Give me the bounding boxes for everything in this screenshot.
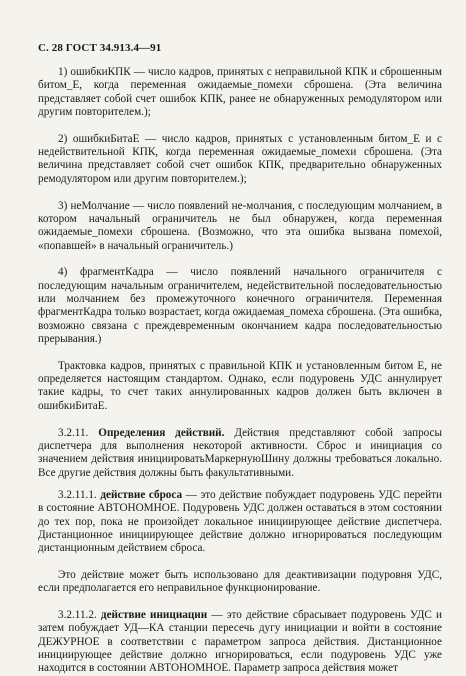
paragraph-item-3: 3) неМолчание — число появлений не-молчания, с последующим молчанием, в котором начальный ограничитель не был обнаружен, когда переменная ожидаемые_помехи сброшена. (Возможно, что эта ошибка вызвана помехой, «попавшей» в начальный ограничитель.) [38,199,442,252]
paragraph-item-1: 1) ошибкиКПК — число кадров, принятых с неправильной КПК и сброшенным битом_E, когда переменная ожидаемые_помехи сброшена. (Эта величина представляет собой счет ошибок КПК, ранее не обнаруженных ремодулятором или другим повторителем.); [38,66,442,119]
section-text: — это действие побуждает подуровень УДС перейти в состояние АВТОНОМНОЕ. Подуровень УДС должен оставаться в этом состоянии до тех пор, пока не произойдет локальное инициирующее действие диспетчера. Дистанционное инициирующее действие должно игнорироваться последующим дистанционным действием сброса. [38,488,442,555]
paragraph-item-4: 4) фрагментКадра — число появлений начального ограничителя с последующим начальным ограничителем, недействительной последовательностью или молчанием без промежуточного конечного ограничителя. Переменная фрагментКадра только возрастает, когда ожидаемая_помеха сброшена. (Эта ошибка, возможно связана с преждевременным окончанием кадра последовательностью прерывания.) [38,266,442,346]
section-3-2-11-1 [38,489,442,556]
section-text: Действия представляют собой запросы диспетчера для выполнения некоторой активности. Сброс и инициация со значением действия инициироватьМаркернуюШину должны требоваться локально. Все другие действия должны быть факультативными. [38,426,443,479]
section-number: 3.2.11.2. [58,609,97,622]
section-title: Определения действий. [98,426,225,439]
section-3-2-11 [38,427,442,480]
section-number: 3.2.11. [58,426,89,439]
section-text: — это действие сбрасывает подуровень УДС и затем побуждает УД—КА станции пересечь дугу инициации и войти в состояние ДЕЖУРНОЕ в соответствии с параметром запроса действия. Дистанционное инициирующее действие должно игнорироваться, если подуровень УДС уже находится в состоянии АВТОНОМНОЕ. Параметр запроса действия может [38,609,442,675]
section-title: действие инициации [100,609,208,622]
page-header: С. 28 ГОСТ 34.913.4—91 [38,42,162,54]
section-title: действие сброса [100,488,183,501]
paragraph-trakt: Трактовка кадров, принятых с правильной КПК и установленным битом Е, не определяется настоящим стандартом. Однако, если подуровень УДС аннулирует такие кадры, то счет таких аннулированных кадров должен быть включен в ошибкиБитаЕ. [38,359,442,412]
deactivation-note: Это действие может быть использовано для деактивизации подуровня УДС, если предполагается его неправильное функционирование. [38,569,442,595]
paragraph-item-2: 2) ошибкиБитаЕ — число кадров, принятых с установленным битом_E и с недействительной КПК, когда переменная ожидаемые_помехи сброшена. (Эта величина представляет собой счет ошибок КПК, предварительно обнаруженных ремодулятором или другим повторителем.); [38,132,442,185]
document-body [38,66,442,676]
section-number: 3.2.11.1. [58,488,97,501]
section-3-2-11-2 [38,609,442,676]
